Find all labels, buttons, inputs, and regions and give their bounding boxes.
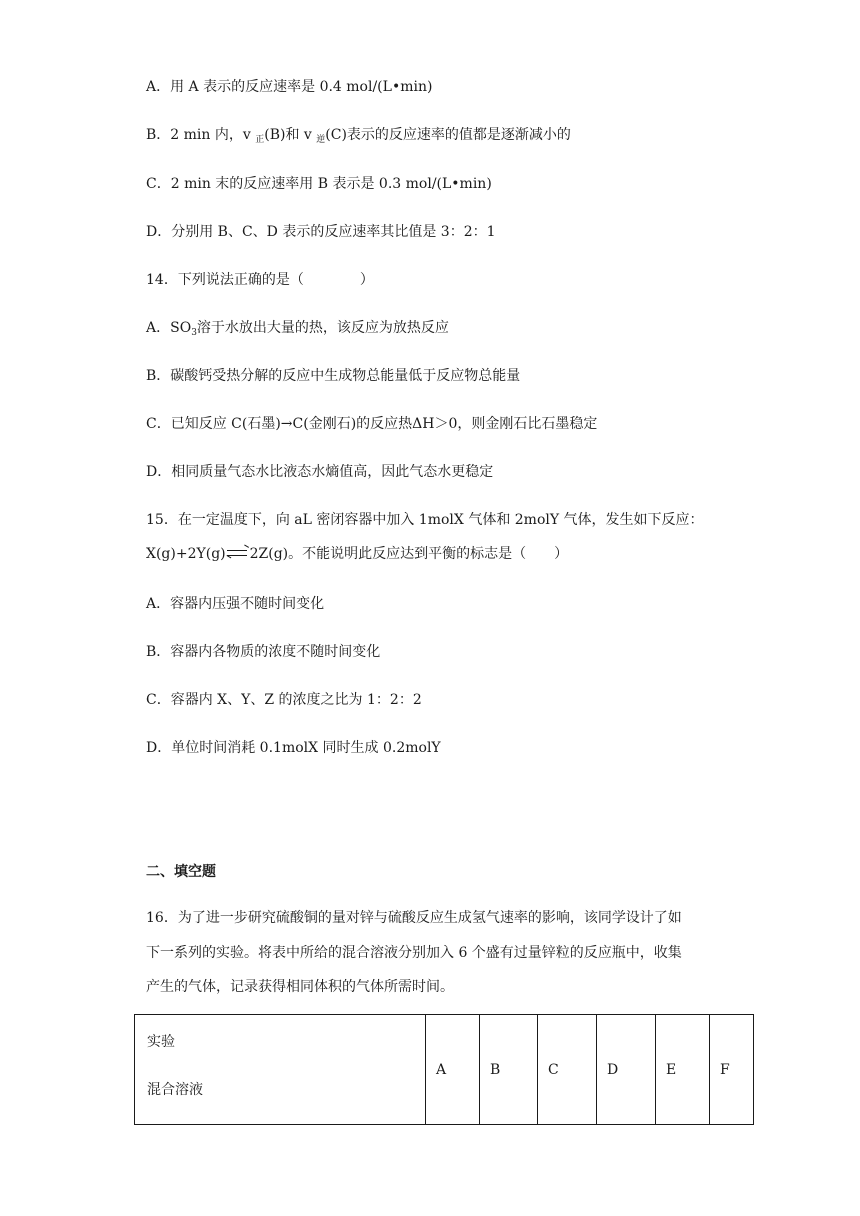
q14-a-pre: A．SO <box>146 320 192 336</box>
column-c: C <box>538 1015 597 1125</box>
q15-equation-right: 2Z(g)。不能说明此反应达到平衡的标志是（ ） <box>249 546 569 562</box>
q14-a-subscript: 3 <box>191 328 197 338</box>
q15-option-c: C．容器内 X、Y、Z 的浓度之比为 1：2：2 <box>146 692 422 708</box>
q15-option-b: B．容器内各物质的浓度不随时间变化 <box>146 644 381 660</box>
q13-option-b <box>146 125 571 150</box>
q13-b-mid: (B)和 v <box>264 127 317 143</box>
table-header-cell <box>135 1015 426 1125</box>
q13-b-sub-forward: 正 <box>255 135 265 145</box>
experiment-table <box>134 1014 754 1125</box>
column-f: F <box>710 1015 754 1125</box>
q13-b-sub-reverse: 逆 <box>316 135 326 145</box>
q13-b-pre: B．2 min 内，v <box>146 127 256 143</box>
column-b: B <box>480 1015 538 1125</box>
table-row <box>135 1015 754 1125</box>
q15-stem-line2 <box>146 544 568 564</box>
q13-option-a: A．用 A 表示的反应速率是 0.4 mol/(L•min) <box>146 79 433 95</box>
q15-equation-left: X(g)+2Y(g) <box>146 546 226 562</box>
q14-option-a <box>146 318 449 343</box>
equilibrium-arrow-icon <box>227 547 249 559</box>
q14-option-c: C．已知反应 C(石墨)→C(金刚石)的反应热ΔH＞0，则金刚石比石墨稳定 <box>146 416 598 432</box>
q14-option-b: B．碳酸钙受热分解的反应中生成物总能量低于反应物总能量 <box>146 368 521 384</box>
q13-option-c: C．2 min 末的反应速率用 B 表示是 0.3 mol/(L•min) <box>146 176 492 192</box>
column-e: E <box>656 1015 710 1125</box>
section-title: 二、填空题 <box>146 864 216 880</box>
q13-b-post: (C)表示的反应速率的值都是逐渐减小的 <box>325 127 571 143</box>
header-experiment-label: 实验 <box>147 1034 175 1050</box>
q16-line1: 16．为了进一步研究硫酸铜的量对锌与硫酸反应生成氢气速率的影响，该同学设计了如 <box>146 910 682 926</box>
q15-option-d: D．单位时间消耗 0.1molX 同时生成 0.2molY <box>146 740 441 756</box>
q14-stem: 14．下列说法正确的是（ ） <box>146 272 374 288</box>
q14-a-post: 溶于水放出大量的热，该反应为放热反应 <box>196 320 449 336</box>
q16-line3: 产生的气体，记录获得相同体积的气体所需时间。 <box>146 979 454 995</box>
q15-stem-line1: 15．在一定温度下，向 aL 密闭容器中加入 1molX 气体和 2molY 气体，发生如下反应： <box>146 512 704 528</box>
header-solution-label: 混合溶液 <box>147 1082 203 1098</box>
q14-option-d: D．相同质量气态水比液态水熵值高，因此气态水更稳定 <box>146 464 494 480</box>
q15-option-a: A．容器内压强不随时间变化 <box>146 596 325 612</box>
q13-option-d: D．分别用 B、C、D 表示的反应速率其比值是 3：2：1 <box>146 224 496 240</box>
column-d: D <box>597 1015 656 1125</box>
column-a: A <box>426 1015 480 1125</box>
q16-line2: 下一系列的实验。将表中所给的混合溶液分别加入 6 个盛有过量锌粒的反应瓶中，收集 <box>146 945 682 961</box>
